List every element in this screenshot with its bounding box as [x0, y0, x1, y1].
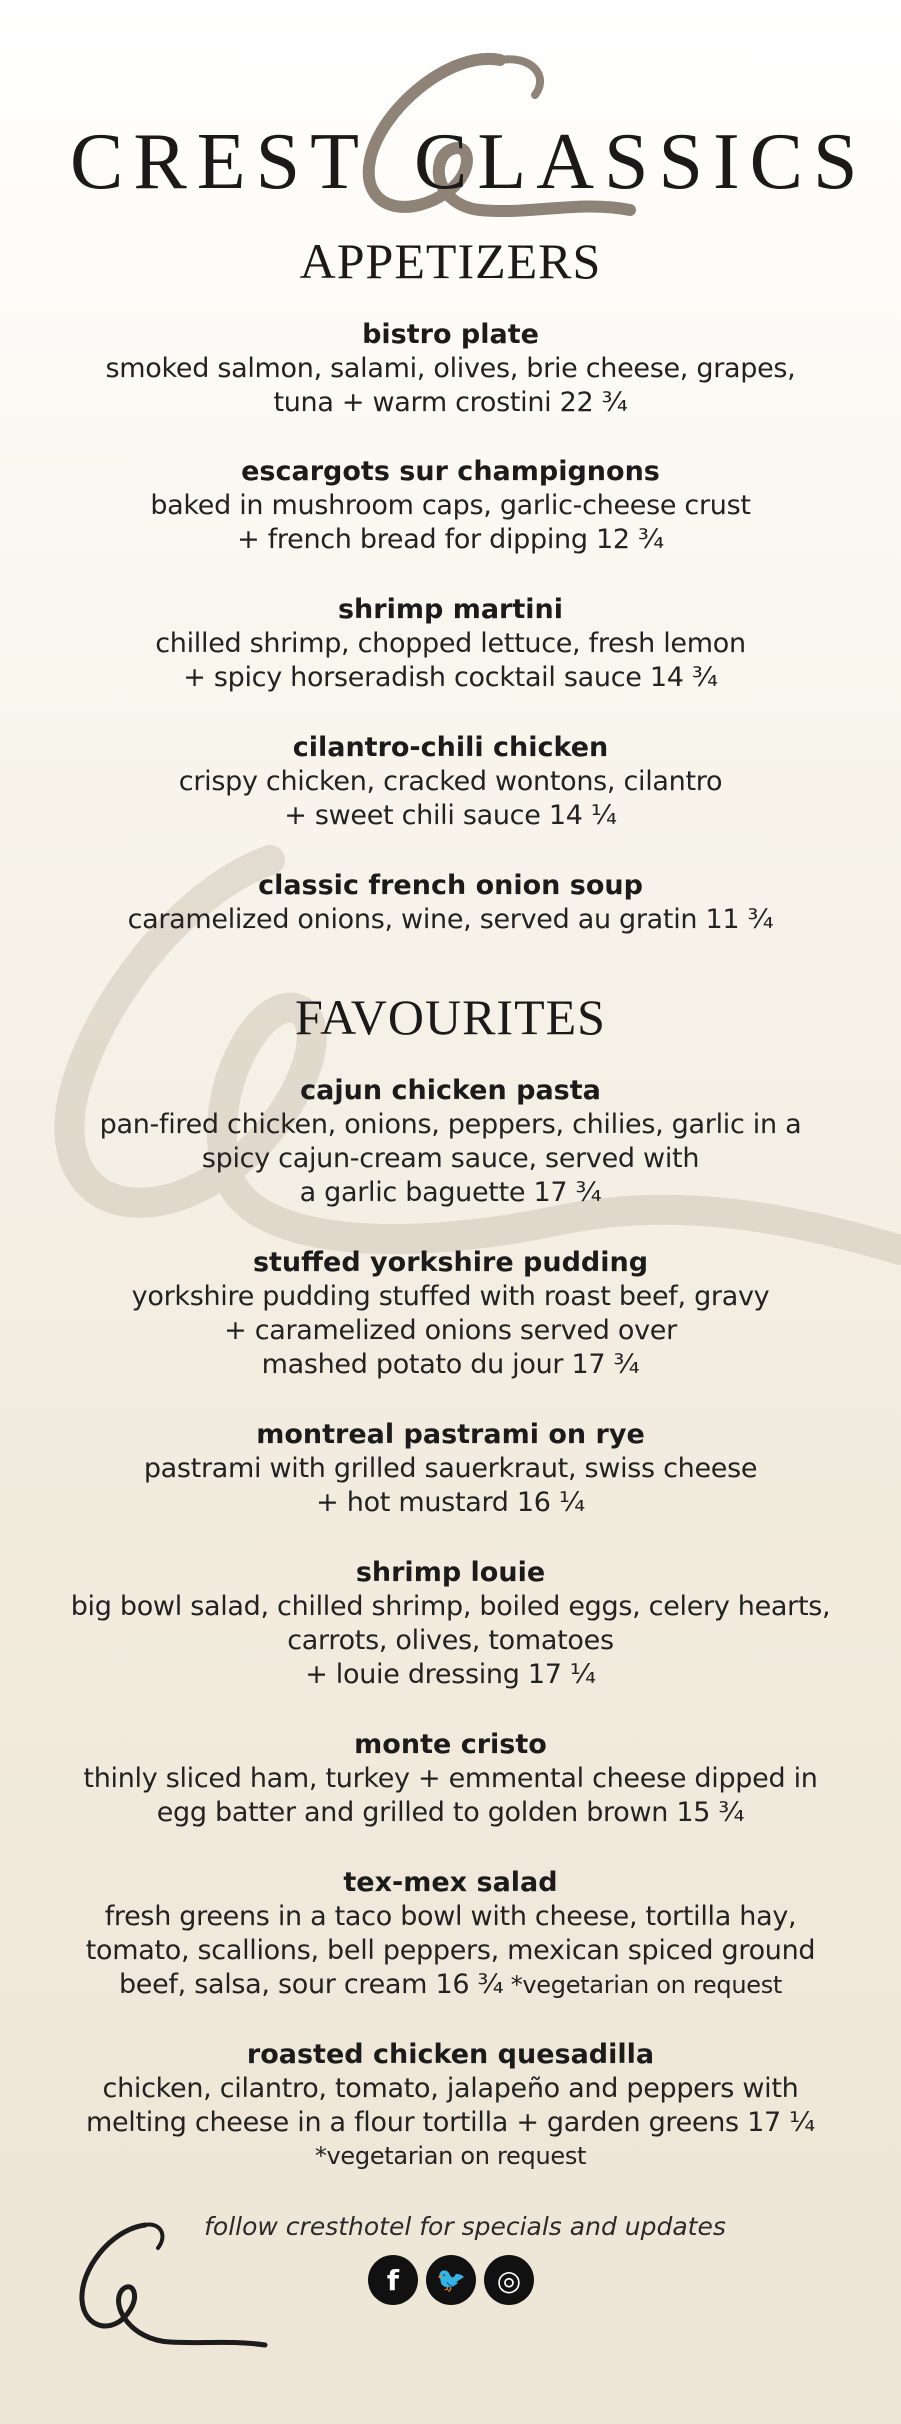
item-description: chicken, cilantro, tomato, jalapeño and peppers with melting cheese in a flour tortilla + garden greens 17 ¼ — [85, 2073, 816, 2138]
section-title-favourites: FAVOURITES — [295, 989, 606, 1045]
item-description: crispy chicken, cracked wontons, cilantro + sweet chili sauce 14 ¼ — [178, 766, 723, 831]
menu-item — [40, 2038, 861, 2172]
item-name: escargots sur champignons — [241, 456, 660, 487]
item-description: thinly sliced ham, turkey + emmental cheese dipped in egg batter and grilled to golden brown 15 ¾ — [83, 1763, 818, 1828]
vegetarian-note: *vegetarian on request — [314, 2142, 587, 2170]
menu-item — [40, 455, 861, 557]
item-description: yorkshire pudding stuffed with roast beef, gravy + caramelized onions served over mashed potato du jour 17 ¾ — [131, 1281, 770, 1380]
item-name: montreal pastrami on rye — [256, 1419, 645, 1450]
item-name: stuffed yorkshire pudding — [252, 1247, 649, 1278]
item-name: classic french onion soup — [258, 870, 643, 901]
menu-item — [40, 318, 861, 420]
menu-item — [40, 1866, 861, 2002]
item-description: pan-fired chicken, onions, peppers, chilies, garlic in a spicy cajun-cream sauce, served with a garlic baguette 17 ¾ — [99, 1109, 802, 1208]
item-description: caramelized onions, wine, served au gratin 11 ¾ — [127, 904, 774, 935]
item-name: shrimp louie — [355, 1557, 546, 1588]
instagram-icon[interactable]: ◎ — [484, 2255, 534, 2305]
item-description: baked in mushroom caps, garlic-cheese crust + french bread for dipping 12 ¾ — [150, 490, 751, 555]
vegetarian-note: *vegetarian on request — [503, 1971, 783, 1999]
menu-item — [40, 1246, 861, 1382]
item-name: roasted chicken quesadilla — [246, 2039, 655, 2070]
menu-item — [40, 1074, 861, 1210]
logo-word-classics: CLASSICS — [414, 118, 868, 206]
menu-item — [40, 1728, 861, 1830]
item-name: bistro plate — [362, 319, 539, 350]
menu-item — [40, 731, 861, 833]
logo-word-crest: CREST — [70, 118, 369, 206]
item-name: cilantro-chili chicken — [292, 732, 609, 763]
item-description — [40, 1900, 861, 2002]
item-name: tex-mex salad — [343, 1867, 558, 1898]
menu-item — [40, 1418, 861, 1520]
footer-tagline: follow cresthotel for specials and updates — [204, 2212, 726, 2241]
item-description: smoked salmon, salami, olives, brie cheese, grapes, tuna + warm crostini 22 ¾ — [105, 353, 796, 418]
item-name: cajun chicken pasta — [300, 1075, 601, 1106]
item-name: shrimp martini — [337, 594, 564, 625]
item-description: pastrami with grilled sauerkraut, swiss cheese + hot mustard 16 ¼ — [143, 1453, 758, 1518]
menu-item — [40, 869, 861, 937]
item-description: big bowl salad, chilled shrimp, boiled eggs, celery hearts, carrots, olives, tomatoes + louie dressing 17 ¼ — [70, 1591, 831, 1690]
footer — [0, 2200, 901, 2380]
facebook-icon[interactable]: f — [368, 2255, 418, 2305]
item-description: chilled shrimp, chopped lettuce, fresh lemon + spicy horseradish cocktail sauce 14 ¾ — [155, 628, 746, 693]
menu-item — [40, 1556, 861, 1692]
item-description-text: fresh greens in a taco bowl with cheese, tortilla hay, tomato, scallions, bell peppers, mexican spiced ground beef, salsa, sour cream 16 ¾ — [85, 1901, 816, 2000]
section-title-appetizers: APPETIZERS — [299, 233, 602, 289]
crest-classics-logo — [0, 40, 901, 230]
menu-item — [40, 593, 861, 695]
item-name: monte cristo — [354, 1729, 547, 1760]
twitter-icon[interactable]: 🐦 — [426, 2255, 476, 2305]
